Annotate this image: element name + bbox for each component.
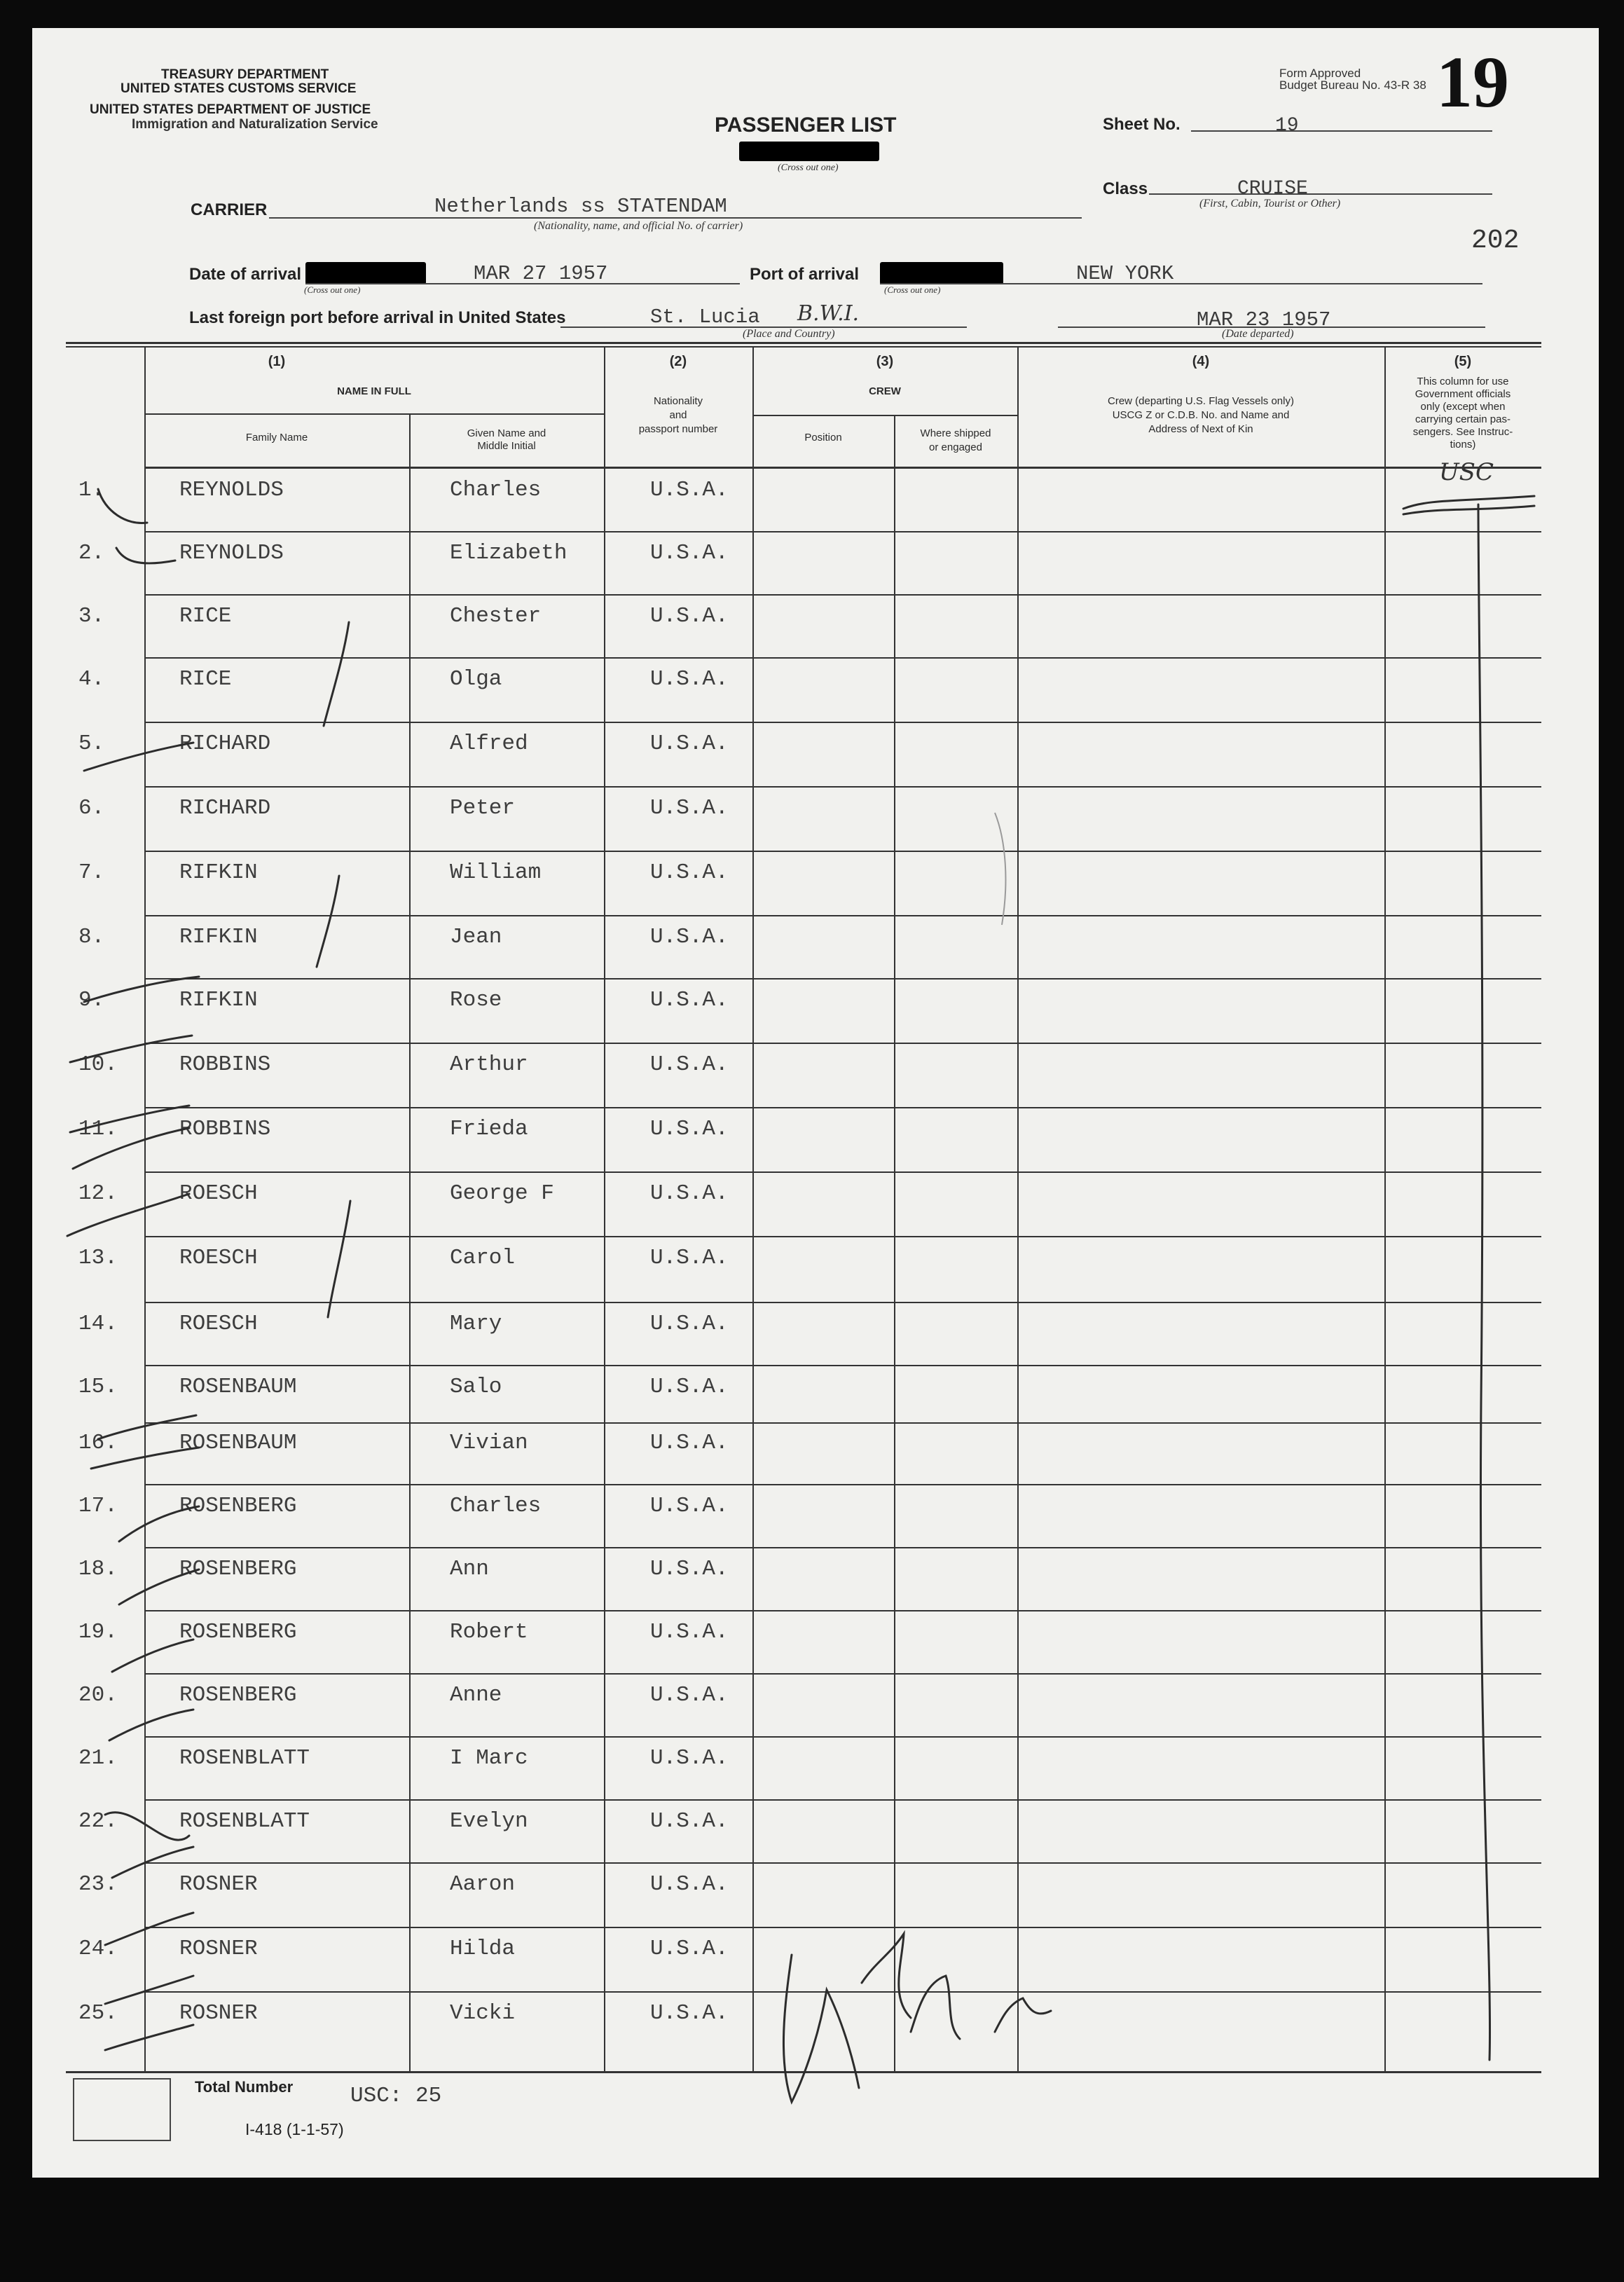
col2-title-1: Nationality [653, 395, 703, 407]
given-name-header-2: Middle Initial [477, 440, 536, 452]
col5-title-4: carrying certain pas- [1415, 413, 1511, 425]
family-name-cell: ROSENBLATT [179, 1809, 310, 1834]
family-name-cell: ROSENBAUM [179, 1431, 297, 1455]
given-name-cell: Vivian [450, 1431, 528, 1455]
row-number: 11. [78, 1117, 118, 1141]
family-name-cell: RICE [179, 604, 232, 628]
signature [783, 1955, 859, 2102]
nationality-cell: U.S.A. [650, 604, 729, 628]
port-hint: (Cross out one) [884, 284, 941, 295]
page-number: 19 [1436, 42, 1509, 123]
col2-number: (2) [669, 354, 687, 369]
col4-title-1: Crew (departing U.S. Flag Vessels only) [1108, 395, 1294, 407]
given-name-cell: George F [450, 1181, 554, 1206]
family-name-cell: ROSENBLATT [179, 1746, 310, 1771]
nationality-cell: U.S.A. [650, 1246, 729, 1270]
row-number: 8. [78, 925, 105, 949]
row-number: 9. [78, 988, 105, 1012]
given-name-header: Given Name and [467, 427, 546, 439]
family-name-cell: ROSENBERG [179, 1494, 297, 1518]
row-number: 16. [78, 1431, 118, 1455]
family-name-cell: RICE [179, 667, 232, 692]
family-name-cell: ROESCH [179, 1312, 258, 1336]
given-name-cell: William [450, 860, 542, 885]
class-value: CRUISE [1237, 178, 1308, 200]
family-name-header: Family Name [245, 432, 308, 444]
row-number: 3. [78, 604, 105, 628]
row-number: 17. [78, 1494, 118, 1518]
tick-mark [317, 876, 339, 967]
given-name-cell: Alfred [450, 731, 528, 756]
family-name-cell: ROSENBERG [179, 1683, 297, 1707]
usc-annotation: USC [1439, 458, 1494, 486]
row-number: 25. [78, 2001, 118, 2026]
col1-number: (1) [268, 354, 286, 369]
class-label: Class [1103, 179, 1148, 198]
row-number: 13. [78, 1246, 118, 1270]
given-name-cell: Peter [450, 796, 516, 820]
last-port-value: St. Lucia [650, 305, 760, 329]
row-number: 21. [78, 1746, 118, 1771]
row-number: 23. [78, 1872, 118, 1897]
nationality-cell: U.S.A. [650, 667, 729, 692]
departed-value: MAR 23 1957 [1197, 308, 1331, 331]
carrier-hint: (Nationality, name, and official No. of carrier) [534, 220, 743, 232]
given-name-cell: Chester [450, 604, 542, 628]
family-name-cell: ROSNER [179, 2001, 258, 2026]
position-header: Position [804, 432, 842, 444]
dept-line-1: TREASURY DEPARTMENT [161, 67, 329, 82]
row-number: 19. [78, 1620, 118, 1644]
family-name-cell: REYNOLDS [179, 478, 284, 502]
given-name-cell: Charles [450, 478, 542, 502]
nationality-cell: U.S.A. [650, 925, 729, 949]
nationality-cell: U.S.A. [650, 860, 729, 885]
col5-title-1: This column for use [1417, 376, 1509, 387]
carrier-label: CARRIER [191, 200, 268, 219]
total-box [73, 2078, 171, 2141]
col5-title-3: only (except when [1420, 401, 1506, 413]
col1-title: NAME IN FULL [337, 385, 411, 397]
nationality-cell: U.S.A. [650, 1052, 729, 1077]
given-name-cell: Frieda [450, 1117, 528, 1141]
family-name-cell: ROSENBAUM [179, 1375, 297, 1399]
nationality-cell: U.S.A. [650, 1431, 729, 1455]
total-label: Total Number [195, 2078, 294, 2096]
col2-title-2: and [669, 409, 687, 421]
row-number: 6. [78, 796, 105, 820]
given-name-cell: Elizabeth [450, 541, 567, 565]
family-name-cell: RICHARD [179, 796, 271, 820]
col4-number: (4) [1192, 354, 1210, 369]
family-name-cell: RICHARD [179, 731, 271, 756]
family-name-cell: ROBBINS [179, 1052, 271, 1077]
arrival-date-value: MAR 27 1957 [474, 262, 608, 285]
given-name-cell: Ann [450, 1557, 489, 1581]
nationality-cell: U.S.A. [650, 1494, 729, 1518]
nationality-cell: U.S.A. [650, 731, 729, 756]
col2-title-3: passport number [638, 423, 718, 435]
nationality-cell: U.S.A. [650, 1683, 729, 1707]
given-name-cell: Jean [450, 925, 502, 949]
given-name-cell: Olga [450, 667, 502, 692]
col4-title-3: Address of Next of Kin [1148, 423, 1253, 435]
nationality-cell: U.S.A. [650, 1809, 729, 1834]
last-port-hint: (Place and Country) [743, 328, 835, 340]
last-port-handwriting: B.W.I. [797, 301, 860, 326]
given-name-cell: I Marc [450, 1746, 528, 1771]
col5-title-2: Government officials [1415, 388, 1511, 400]
row-number: 2. [78, 541, 105, 565]
row-number: 22. [78, 1809, 118, 1834]
col4-title-2: USCG Z or C.D.B. No. and Name and [1112, 409, 1290, 421]
family-name-cell: RIFKIN [179, 925, 258, 949]
given-name-cell: Robert [450, 1620, 528, 1644]
stamp-number: 202 [1471, 226, 1520, 256]
given-name-cell: Carol [450, 1246, 516, 1270]
family-name-cell: RIFKIN [179, 860, 258, 885]
port-value: NEW YORK [1076, 262, 1174, 285]
nationality-cell: U.S.A. [650, 1117, 729, 1141]
row-number: 5. [78, 731, 105, 756]
nationality-cell: U.S.A. [650, 988, 729, 1012]
dept-line-2: UNITED STATES CUSTOMS SERVICE [121, 81, 357, 96]
given-name-cell: Salo [450, 1375, 502, 1399]
given-name-cell: Aaron [450, 1872, 516, 1897]
nationality-cell: U.S.A. [650, 1937, 729, 1961]
col3-number: (3) [876, 354, 894, 369]
column5-vertical-line [1478, 504, 1490, 2060]
sheet-label: Sheet No. [1103, 115, 1181, 134]
last-port-label: Last foreign port before arrival in United States [189, 308, 566, 327]
given-name-cell: Charles [450, 1494, 542, 1518]
given-name-cell: Vicki [450, 2001, 516, 2026]
tick-mark [324, 622, 349, 726]
page-title: PASSENGER LIST [715, 114, 897, 137]
shipped-header-2: or engaged [929, 441, 982, 453]
nationality-cell: U.S.A. [650, 541, 729, 565]
family-name-cell: ROSENBERG [179, 1620, 297, 1644]
row-number: 14. [78, 1312, 118, 1336]
given-name-cell: Anne [450, 1683, 502, 1707]
family-name-cell: ROESCH [179, 1246, 258, 1270]
form-id: I-418 (1-1-57) [245, 2120, 344, 2138]
departed-hint: (Date departed) [1222, 328, 1294, 340]
row-number: 7. [78, 860, 105, 885]
total-value: USC: 25 [350, 2084, 442, 2108]
given-name-cell: Arthur [450, 1052, 528, 1077]
title-hint: (Cross out one) [778, 163, 839, 173]
nationality-cell: U.S.A. [650, 1181, 729, 1206]
nationality-cell: U.S.A. [650, 1557, 729, 1581]
nationality-cell: U.S.A. [650, 1620, 729, 1644]
nationality-cell: U.S.A. [650, 1872, 729, 1897]
row-number: 12. [78, 1181, 118, 1206]
form-approved: Form Approved [1279, 67, 1361, 80]
row-number: 15. [78, 1375, 118, 1399]
tick-mark [328, 1201, 350, 1317]
nationality-cell: U.S.A. [650, 478, 729, 502]
family-name-cell: ROSNER [179, 1872, 258, 1897]
given-name-cell: Mary [450, 1312, 502, 1336]
row-number: 10. [78, 1052, 118, 1077]
given-name-cell: Rose [450, 988, 502, 1012]
col3-title: CREW [869, 385, 901, 397]
nationality-cell: U.S.A. [650, 796, 729, 820]
col5-title-5: sengers. See Instruc- [1412, 426, 1513, 438]
nationality-cell: U.S.A. [650, 1375, 729, 1399]
nationality-cell: U.S.A. [650, 1312, 729, 1336]
col5-number: (5) [1454, 354, 1472, 369]
dept-line-4: Immigration and Naturalization Service [132, 117, 378, 132]
row-number: 24. [78, 1937, 118, 1961]
row-number: 1. [78, 478, 105, 502]
nationality-cell: U.S.A. [650, 2001, 729, 2026]
dept-line-3: UNITED STATES DEPARTMENT OF JUSTICE [90, 102, 371, 117]
shipped-header: Where shipped [920, 427, 991, 439]
row-number: 20. [78, 1683, 118, 1707]
given-name-cell: Hilda [450, 1937, 516, 1961]
family-name-cell: RIFKIN [179, 988, 258, 1012]
arrival-hint: (Cross out one) [304, 284, 361, 295]
port-label: Port of arrival [750, 265, 860, 284]
row-number: 4. [78, 667, 105, 692]
given-name-cell: Evelyn [450, 1809, 528, 1834]
sheet-value: 19 [1275, 115, 1299, 137]
class-hint: (First, Cabin, Tourist or Other) [1199, 198, 1341, 209]
family-name-cell: ROSNER [179, 1937, 258, 1961]
carrier-value: Netherlands ss STATENDAM [434, 195, 727, 218]
row-number: 18. [78, 1557, 118, 1581]
family-name-cell: ROSENBERG [179, 1557, 297, 1581]
nationality-cell: U.S.A. [650, 1746, 729, 1771]
budget-bureau: Budget Bureau No. 43-R 38 [1279, 78, 1426, 92]
family-name-cell: ROESCH [179, 1181, 258, 1206]
col5-title-6: tions) [1450, 439, 1476, 451]
paper-crease [995, 813, 1005, 925]
family-name-cell: ROBBINS [179, 1117, 271, 1141]
family-name-cell: REYNOLDS [179, 541, 284, 565]
arrival-date-label: Date of arrival [189, 265, 302, 284]
